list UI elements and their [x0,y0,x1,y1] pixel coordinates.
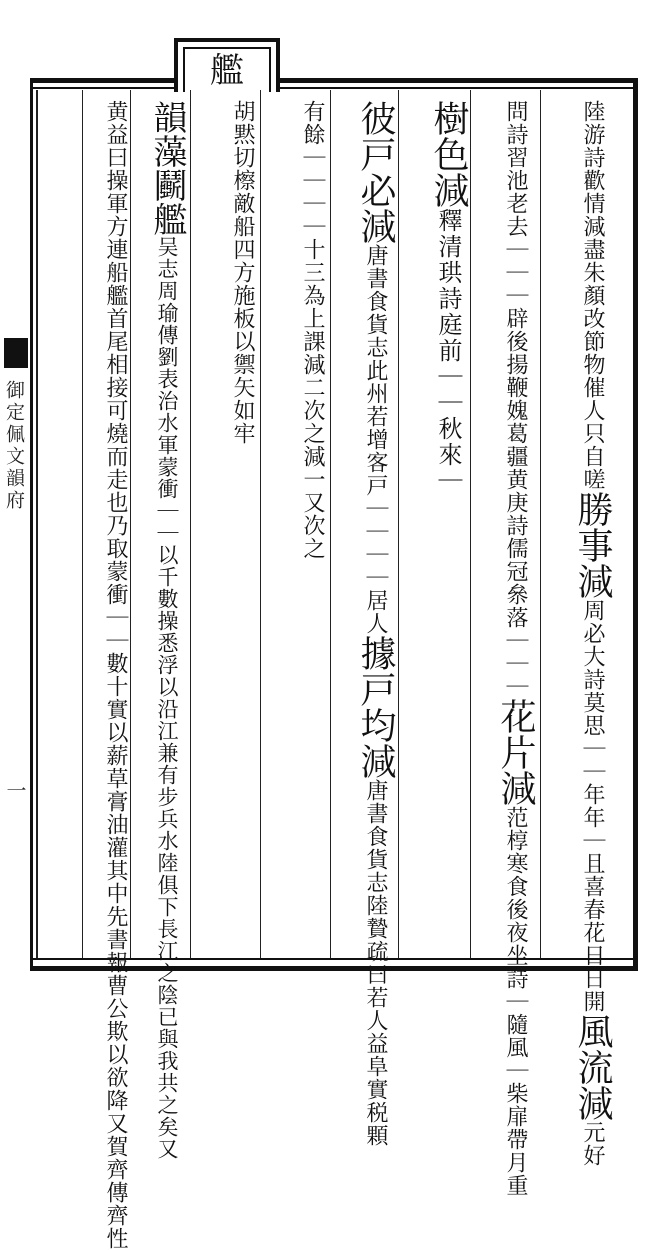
header-tab-inner [183,47,271,92]
column-divider [130,90,131,958]
column-text: 陸游詩歡情減盡朱顏改節物催人只自嗟 [580,100,605,491]
text-column-5 [264,100,326,950]
headword: 據戸均減 [355,635,396,779]
text-column-6 [194,100,256,950]
column-divider [540,90,541,958]
column-text: 周必大詩莫思｜｜年年｜且喜春花日日開 [580,599,605,1013]
column-text: 黄益曰操軍方連船艦首尾相接可燒而走也乃取蒙衝｜｜數十實以薪草膏油灌其中先書報曹公欺以欲降又賀齊傳齊性 [103,100,128,1250]
column-text: 元好 [580,1121,605,1167]
text-column-4 [334,100,398,1147]
margin-fish-tail-mark [4,338,28,368]
page-number: 一 [3,780,27,800]
column-text: 唐書食貨志陸贄疏曰若人益阜實税顆 [363,779,388,1147]
column-divider [398,90,399,958]
column-divider [190,90,191,958]
column-text: 吴志周瑜傳劉表治水軍蒙衝｜｜以千數操悉浮以沿江兼有步兵水陸俱下長江之陰已與我共之矣又 [155,236,179,1160]
margin-book-title: 御定佩文韻府 [3,380,25,512]
column-text: 有餘｜｜｜｜十三為上課減二次之減一又次之 [300,100,325,560]
header-title-char: 艦 [210,50,244,91]
text-column-8 [88,100,128,1250]
column-divider [470,90,471,958]
column-text: 唐書食貨志此州若增客戸｜｜｜｜居人 [363,244,388,635]
headword: 韻藻鬬艦 [147,100,187,236]
column-text: 胡黙切檫敵船四方施板以禦矢如牢 [230,100,255,445]
text-column-3 [402,100,469,950]
frame-left-border [30,78,33,971]
frame-right-border [633,78,638,971]
headword: 花片減 [495,698,536,806]
column-divider [260,90,261,958]
column-divider [82,90,83,958]
header-tab [174,38,280,92]
column-text: 范椁寒食後夜坐詩｜隨風｜柴扉帶月重 [503,806,528,1197]
frame-top-border [30,78,638,83]
headword: 勝事減 [572,491,613,599]
text-column-7 [134,100,188,1160]
text-column-1 [545,100,615,1167]
headword: 風流減 [572,1013,613,1121]
text-column-2 [474,100,538,1197]
headword: 樹色減 [428,100,469,208]
column-divider [36,90,38,958]
column-divider [330,90,331,958]
headword: 彼戸必減 [355,100,396,244]
column-text: 釋清珙詩庭前｜｜秋來｜ [434,208,462,494]
column-text: 問詩習池老去｜｜｜辟後揚鞭媿葛疆黄庚詩儒冠㕘落｜｜｜ [503,100,528,698]
frame-top-inner-border [30,87,638,89]
